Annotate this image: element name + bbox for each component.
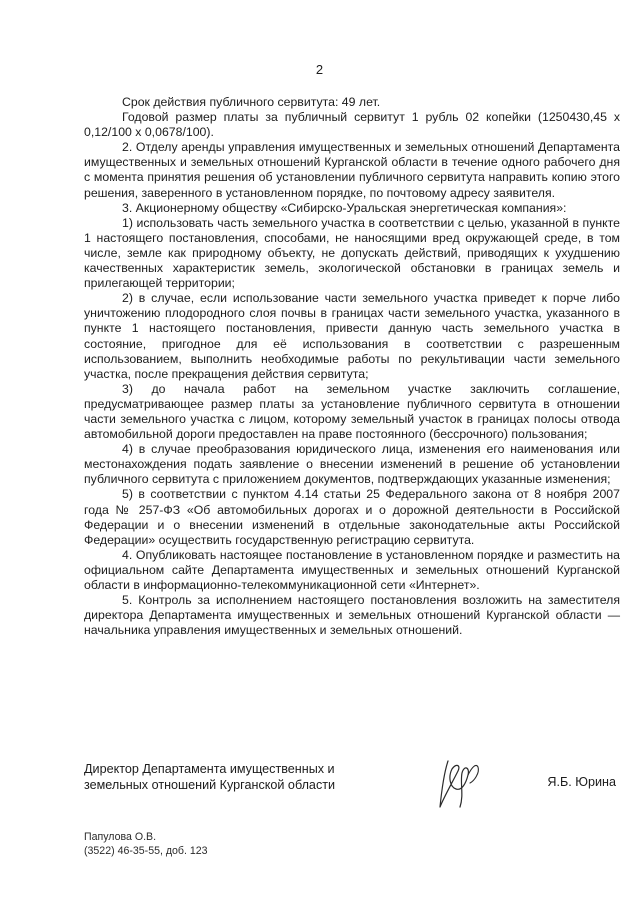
page-number: 2 (315, 62, 324, 77)
paragraph-subitem-3-4: 4) в случае преобразования юридического лица, изменения его наименования или местонахождения подать заявление о внесении изменений в решение об установлении публичного сервитута с приложением документов, подтверждающих указанные изменения; (84, 442, 620, 487)
paragraph-subitem-3-5: 5) в соответствии с пунктом 4.14 статьи 25 Федерального закона от 8 ноября 2007 года № 257-ФЗ «Об автомобильных дорогах и о дорожной деятельности в Российской Федерации и о внесении изменений в отдельные законодательные акты Российской Федерации» осуществить государственную регистрацию сервитута. (84, 487, 620, 547)
handwritten-signature (430, 753, 494, 817)
paragraph-annual-fee: Годовой размер платы за публичный сервитут 1 рубль 02 копейки (1250430,45 х 0,12/100 х 0,0678/100). (84, 110, 620, 140)
executor-name: Папулова О.В. (84, 831, 157, 843)
signer-name: Я.Б. Юрина (547, 775, 616, 789)
paragraph-subitem-3-3: 3) до начала работ на земельном участке заключить соглашение, предусматривающее размер платы за установление публичного сервитута в отношении части земельного участка с лицом, которому земельный участок в границах полосы отвода автомобильной дороги предоставлен на праве постоянного (бессрочного) пользования; (84, 381, 620, 442)
executor-phone: (3522) 46-35-55, доб. 123 (84, 844, 208, 857)
signer-title-line-2: земельных отношений Курганской области (84, 778, 336, 792)
paragraph-item-3: 3. Акционерному обществу «Сибирско-Уральская энергетическая компания»: (122, 200, 567, 215)
signer-title-line-1: Директор Департамента имущественных и (84, 762, 335, 776)
executor-info (84, 831, 208, 858)
paragraph-item-4: 4. Опубликовать настоящее постановление в установленном порядке и разместить на официальном сайте Департамента имущественных и земельных отношений Курганской области в информационно-телекоммуникационной сети «Интернет». (84, 547, 620, 592)
paragraph-subitem-3-1: 1) использовать часть земельного участка в соответствии с целью, указанной в пункте 1 настоящего постановления, способами, не наносящими вред окружающей среде, в том числе, земле как природному объекту, не допускать действий, приводящих к ухудшению качественных характеристик земель, экологической обстановки в границах земель и прилегающей территории; (84, 215, 620, 291)
paragraph-term: Срок действия публичного сервитута: 49 лет. (122, 95, 381, 109)
paragraph-item-5: 5. Контроль за исполнением настоящего постановления возложить на заместителя директора Департамента имущественных и земельных отношений Курганской области — начальника управления имущественных и земельных отношений. (84, 593, 620, 638)
signer-title (84, 761, 384, 793)
paragraph-subitem-3-2: 2) в случае, если использование части земельного участка приведет к порче либо уничтожению плодородного слоя почвы в границах части земельного участка, указанного в пункте 1 настоящего постановления, привести данную часть земельного участка в состояние, пригодное для её использования в соответствии с разрешенным использованием, выполнить необходимые работы по рекультивации части земельного участка, после прекращения действия сервитута; (84, 291, 620, 381)
signature-block (84, 761, 620, 821)
document-body (84, 95, 620, 638)
paragraph-item-2: 2. Отделу аренды управления имущественных и земельных отношений Департамента имущественных и земельных отношений Курганской области в течение одного рабочего дня с момента принятия решения об установлении публичного сервитута направить копию этого решения, заверенного в установленном порядке, по почтовому адресу заявителя. (84, 140, 620, 200)
